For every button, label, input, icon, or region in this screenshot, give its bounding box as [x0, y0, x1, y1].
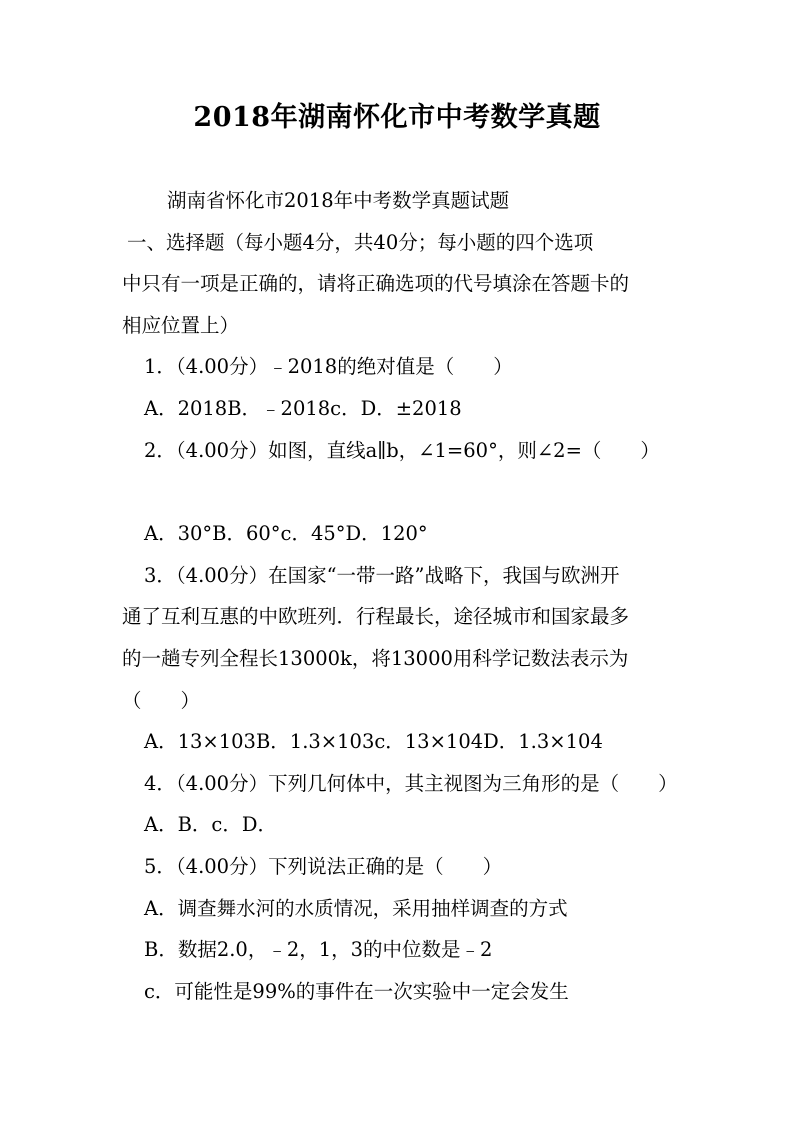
- question-4-options: A．B．c．D．: [144, 813, 277, 836]
- section-heading-line: 相应位置上）: [122, 314, 240, 337]
- question-5-option-a: A．调查舞水河的水质情况，采用抽样调查的方式: [144, 897, 568, 920]
- question-2-stem: 2．（4.00分）如图，直线a∥b，∠1=60°，则∠2=（ ）: [144, 439, 660, 462]
- question-5-option-b: B．数据2.0，﹣2，1，3的中位数是﹣2: [144, 938, 493, 961]
- question-5-stem: 5．（4.00分）下列说法正确的是（ ）: [144, 855, 503, 878]
- document-title: 2018年湖南怀化市中考数学真题: [193, 102, 601, 133]
- question-1-stem: 1．（4.00分）﹣2018的绝对值是（ ）: [144, 355, 513, 378]
- section-heading-line: 一、选择题（每小题4分，共40分；每小题的四个选项: [127, 231, 594, 254]
- question-2-options: A．30°B．60°c．45°D．120°: [144, 522, 428, 545]
- question-3-stem: 的一趟专列全程长13000k，将13000用科学记数法表示为: [122, 647, 629, 670]
- question-3-options: A．13×103B．1.3×103c．13×104D．1.3×104: [144, 730, 603, 753]
- question-3-stem: 3．（4.00分）在国家“一带一路”战略下，我国与欧洲开: [144, 564, 620, 587]
- section-heading-line: 中只有一项是正确的，请将正确选项的代号填涂在答题卡的: [122, 272, 630, 295]
- question-3-stem: 通了互利互惠的中欧班列．行程最长，途径城市和国家最多: [122, 605, 630, 628]
- question-3-stem: （ ）: [122, 689, 201, 712]
- subtitle-line: 湖南省怀化市2018年中考数学真题试题: [167, 189, 510, 212]
- question-5-option-c: c．可能性是99%的事件在一次实验中一定会发生: [144, 980, 569, 1003]
- question-4-stem: 4．（4.00分）下列几何体中，其主视图为三角形的是（ ）: [144, 772, 678, 795]
- question-1-options: A．2018B．﹣2018c．D．±2018: [144, 397, 462, 420]
